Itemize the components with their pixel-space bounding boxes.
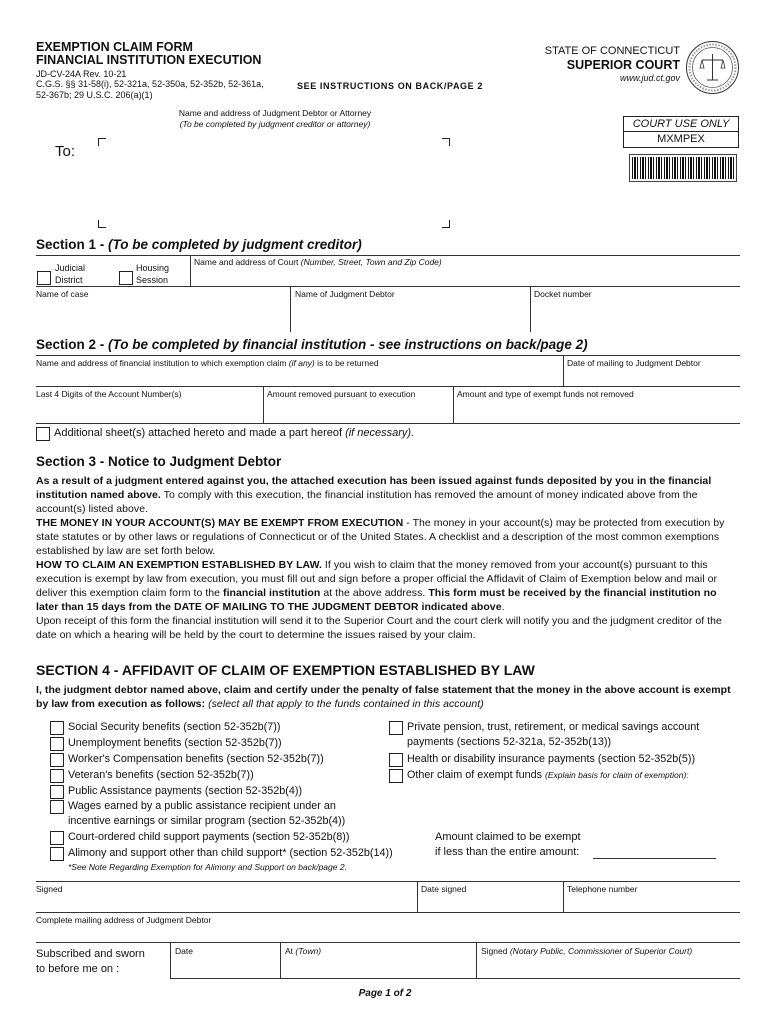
to-label: To: — [55, 143, 76, 160]
judgment-debtor-name-field[interactable]: Name of Judgment Debtor — [295, 289, 395, 299]
corner-bl — [98, 220, 106, 228]
section2-mid-rule — [36, 386, 740, 387]
fi-label-end: is to be returned — [314, 358, 379, 368]
sworn-signed-divider — [476, 942, 477, 978]
corner-tr — [442, 138, 450, 146]
court-address-field[interactable] — [194, 257, 442, 267]
court-use-label: COURT USE ONLY — [624, 117, 738, 132]
judicial-label-line1: Judicial — [55, 263, 86, 273]
amount-removed-field[interactable]: Amount removed pursuant to execution — [267, 389, 416, 399]
address-block-label — [150, 108, 400, 130]
amount-claimed-input[interactable] — [593, 858, 716, 859]
notice-p2-bold: THE MONEY IN YOUR ACCOUNT(S) MAY BE EXEMPT FROM EXECUTION — [36, 517, 404, 529]
section1-docket-divider — [530, 286, 531, 332]
at-hint: (Town) — [295, 946, 322, 956]
notice-p3-b: at the above address. — [320, 587, 429, 599]
form-title-line1: EXEMPTION CLAIM FORM — [36, 40, 193, 54]
checkbox-icon[interactable] — [389, 753, 403, 767]
additional-sheets-checkbox[interactable] — [36, 427, 50, 446]
court-name: SUPERIOR COURT — [566, 58, 680, 72]
checkbox-icon[interactable] — [50, 800, 64, 814]
other-hint: (Explain basis for claim of exemption): — [545, 770, 689, 780]
notice-paragraph-2 — [36, 516, 740, 558]
housing-session-checkbox[interactable] — [119, 271, 133, 290]
instructions-note: SEE INSTRUCTIONS ON BACK/PAGE 2 — [297, 81, 483, 91]
notice-p3-a: If you wish to claim that the money removed from your account(s) pursuant to this execution is exempt by law from execution, you must fill out and sign before a proper official the Affidavit of Claim of Exemption below and mail or deliver this exemption claim form to the — [36, 559, 718, 599]
judicial-district-label — [55, 262, 85, 286]
corner-br — [442, 220, 450, 228]
section1-top-rule — [36, 255, 740, 256]
housing-label-line1: Housing — [136, 263, 170, 273]
section4-intro-bold: I, the judgment debtor named above, claim and certify under the penalty of false statement that the money in the above account is exempt by law from execution as follows: — [36, 684, 731, 710]
sworn-line2: to before me on : — [36, 963, 120, 975]
sig-date-divider — [417, 881, 418, 912]
address-label-line2: (To be completed by judgment creditor or attorney) — [179, 119, 371, 129]
section2-amount-divider — [453, 386, 454, 423]
section4-intro-hint: (select all that apply to the funds contained in this account) — [205, 698, 484, 710]
section1-title — [36, 237, 362, 252]
signed-field[interactable]: Signed — [36, 884, 63, 894]
court-header — [520, 44, 680, 84]
at-label: At — [285, 946, 296, 956]
checkbox-icon[interactable] — [50, 847, 64, 861]
checkbox-icon[interactable] — [50, 785, 64, 799]
alimony-note: *See Note Regarding Exemption for Alimony and Support on back/page 2. — [68, 862, 347, 872]
sworn-line1: Subscribed and sworn — [36, 948, 145, 960]
section1-case-divider — [290, 286, 291, 332]
fi-hint: (if any) — [288, 358, 315, 368]
sig-low-rule — [36, 942, 740, 943]
sworn-label — [36, 947, 145, 977]
form-title — [36, 41, 261, 67]
amount-claimed-line1: Amount claimed to be exempt — [435, 831, 581, 843]
court-website: www.jud.ct.gov — [619, 73, 680, 83]
notice-paragraph-1 — [36, 474, 740, 516]
notice-body — [36, 474, 740, 642]
barcode — [629, 154, 737, 182]
exemption-wages-line2: incentive earnings or similar program (section 52-352b(4)) — [68, 815, 346, 827]
notary-hint: (Notary Public, Commissioner of Superior Court) — [509, 946, 693, 956]
financial-institution-field[interactable] — [36, 358, 379, 368]
section2-subtitle: (To be completed by financial institution - see instructions on back/page 2) — [108, 337, 588, 352]
date-signed-field[interactable]: Date signed — [421, 884, 467, 894]
notice-p3-end: . — [501, 601, 505, 613]
sworn-date-field[interactable]: Date — [175, 946, 193, 956]
judicial-district-checkbox[interactable] — [37, 271, 51, 290]
additional-sheets-label — [54, 427, 414, 439]
section1-mid-rule — [36, 286, 740, 287]
address-field[interactable] — [98, 138, 450, 228]
sig-phone-divider — [563, 881, 564, 912]
section4-intro — [36, 683, 740, 711]
case-name-field[interactable]: Name of case — [36, 289, 89, 299]
section2-title — [36, 337, 588, 352]
amount-claimed-line2: if less than the entire amount: — [435, 846, 580, 858]
sworn-town-field[interactable] — [285, 946, 321, 956]
notice-p3-bold: HOW TO CLAIM AN EXEMPTION ESTABLISHED BY LAW. — [36, 559, 322, 571]
page-number: Page 1 of 2 — [358, 988, 412, 999]
sig-mid-rule — [36, 912, 740, 913]
exemption-private-line2: payments (sections 52-321a, 52-352b(13)) — [407, 736, 612, 748]
sig-top-rule — [36, 881, 740, 882]
section1-title-text: Section 1 - — [36, 237, 109, 252]
notice-paragraph-4: Upon receipt of this form the financial institution will send it to the Superior Court and the court clerk will notify you and the judgment creditor of the date on which a hearing will be held by the court to determine the issues raised by your claim. — [36, 615, 722, 641]
telephone-field[interactable]: Telephone number — [567, 884, 638, 894]
notice-p3-bold3: This form must be received by the financial institution no later than 15 days from the DATE OF MAILING TO THE JUDGMENT DEBTOR indicated above — [36, 587, 717, 613]
section1-court-divider — [190, 255, 191, 286]
additional-label-text: Additional sheet(s) attached hereto and made a part hereof — [54, 427, 346, 439]
sworn-at-divider — [280, 942, 281, 978]
notice-paragraph-3 — [36, 558, 740, 614]
mailing-address-field[interactable]: Complete mailing address of Judgment Debtor — [36, 915, 212, 925]
date-mailing-field[interactable]: Date of mailing to Judgment Debtor — [567, 358, 701, 368]
checkbox-icon[interactable] — [389, 769, 403, 783]
notary-signed-field[interactable] — [481, 946, 692, 956]
address-label-line1: Name and address of Judgment Debtor or Attorney — [178, 108, 372, 118]
section2-last4-divider — [263, 386, 264, 423]
statutes-line1: C.G.S. §§ 31-58(i), 52-321a, 52-350a, 52-352b, 52-361a, — [36, 79, 264, 89]
court-address-label: Name and address of Court — [194, 257, 301, 267]
sworn-date-divider — [170, 942, 171, 978]
section2-top-rule — [36, 355, 740, 356]
section4-title: SECTION 4 - AFFIDAVIT OF CLAIM OF EXEMPTION ESTABLISHED BY LAW — [36, 662, 535, 678]
last4-digits-field[interactable]: Last 4 Digits of the Account Number(s) — [36, 389, 182, 399]
court-use-box — [623, 116, 739, 148]
amount-claimed-label — [435, 830, 581, 860]
statutes-line2: 52-367b; 29 U.S.C. 206(a)(1) — [36, 90, 153, 100]
housing-session-label — [136, 262, 169, 286]
notice-p1-rest: To comply with this execution, the financial institution has removed the amount of money indicated above from the account(s) listed above. — [36, 489, 698, 515]
notice-p3-bold2: financial institution — [223, 587, 321, 599]
checkbox-icon[interactable] — [50, 721, 64, 735]
checkbox-icon[interactable] — [389, 721, 403, 735]
notice-p2-rest: - The money in your account(s) may be protected from execution by state statutes or by other laws or regulations of Connecticut or of the United States. A checklist and a description of the most common exemptions established by law are set forth below. — [36, 517, 725, 557]
checkbox-icon[interactable] — [50, 737, 64, 751]
court-use-code: MXMPEX — [657, 133, 705, 145]
section2-title-text: Section 2 - — [36, 337, 109, 352]
additional-label-hint: (if necessary). — [345, 427, 415, 439]
notary-label: Signed — [481, 946, 510, 956]
form-title-line2: FINANCIAL INSTITUTION EXECUTION — [36, 53, 262, 67]
checkbox-icon[interactable] — [50, 769, 64, 783]
judicial-label-line2: District — [55, 275, 83, 285]
corner-tl — [98, 138, 106, 146]
notice-p1-bold: As a result of a judgment entered against you, the attached execution has been issued against funds deposited by you in the financial institution named above. — [36, 475, 712, 501]
checkbox-icon[interactable] — [50, 753, 64, 767]
court-address-hint: (Number, Street, Town and Zip Code) — [300, 257, 442, 267]
state-seal — [685, 40, 740, 95]
amount-exempt-field[interactable]: Amount and type of exempt funds not removed — [457, 389, 634, 399]
housing-label-line2: Session — [136, 275, 169, 285]
fi-label: Name and address of financial institution to which exemption claim — [36, 358, 289, 368]
form-id: JD-CV-24A Rev. 10-21 — [36, 69, 127, 79]
statutes — [36, 79, 264, 101]
section3-title: Section 3 - Notice to Judgment Debtor — [36, 454, 282, 469]
section1-subtitle: (To be completed by judgment creditor) — [108, 237, 362, 252]
sig-bottom-rule — [170, 978, 740, 979]
state-name: STATE OF CONNECTICUT — [544, 45, 680, 57]
docket-number-field[interactable]: Docket number — [534, 289, 592, 299]
section2-bottom-rule — [36, 423, 740, 424]
section2-date-divider — [563, 355, 564, 386]
checkbox-icon[interactable] — [50, 831, 64, 845]
